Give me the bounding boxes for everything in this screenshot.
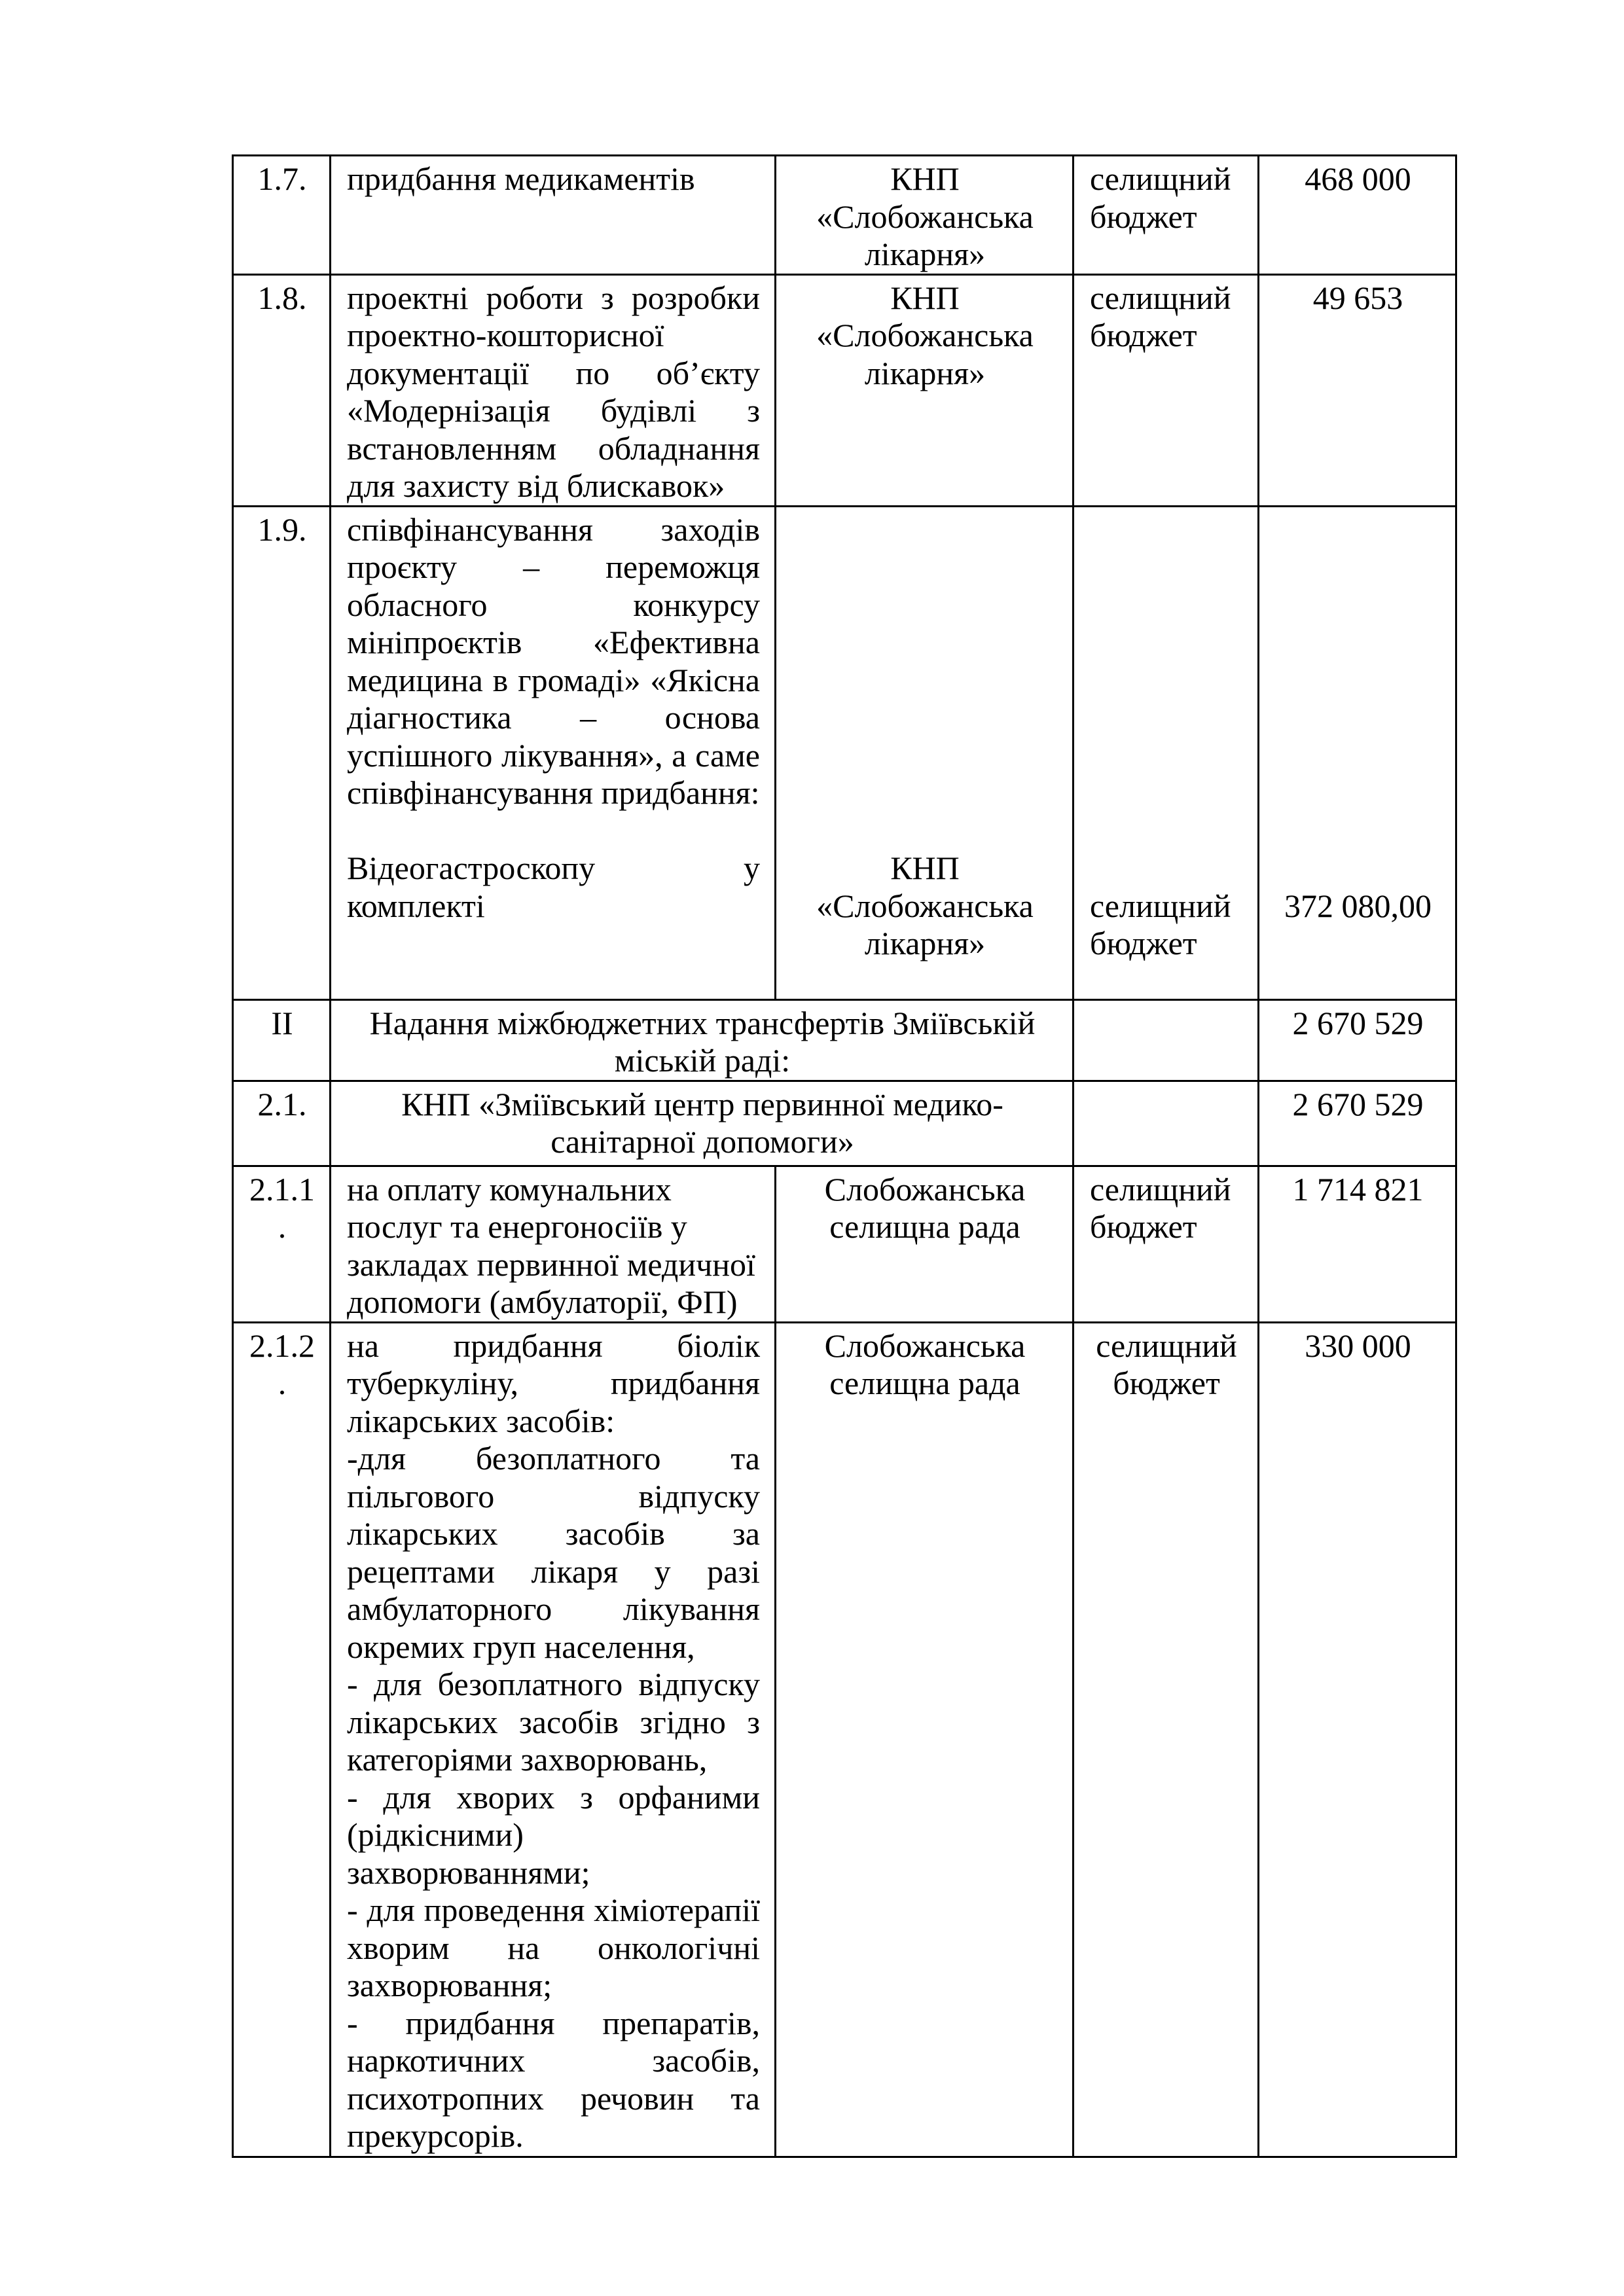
cell-text-line: КНП «Зміївський центр первинної медико-	[401, 1085, 1003, 1122]
cell-text-line	[1090, 662, 1243, 700]
cell-text-line: селищний	[1090, 279, 1231, 316]
cell-text-line	[1090, 774, 1243, 812]
cell-text-line: прекурсорів.	[347, 2117, 524, 2154]
cell-text-line: Надання міжбюджетних трансфертів Зміївській	[369, 1004, 1036, 1041]
cell-text-line: обласного конкурсу	[347, 586, 760, 623]
cell-text-line: наркотичних засобів,	[347, 2042, 760, 2079]
cell-text-line: лікарня»	[864, 236, 986, 272]
cell-text-line: придбання медикаментів	[347, 160, 695, 197]
cell-text-line: «Слобожанська	[816, 887, 1034, 924]
cell-text-line: 1.7.	[257, 160, 307, 197]
cell-text-line: селищна рада	[829, 1208, 1020, 1245]
cell-text-line: бюджет	[1090, 1208, 1197, 1245]
cell-text-line: КНП	[890, 850, 960, 886]
cell-text-line: закладах первинної медичної	[347, 1246, 755, 1283]
cell-text-line: успішного лікування», а саме	[347, 736, 760, 774]
cell-text-line: селищний	[1090, 160, 1231, 197]
cell-text-line	[792, 774, 1058, 812]
cell-funding-source	[1074, 156, 1259, 275]
cell-amount	[1259, 156, 1456, 275]
cell-description	[331, 1081, 1074, 1166]
cell-funding-source	[1074, 274, 1259, 506]
cell-text-line: мініпроєктів «Ефективна	[347, 624, 760, 660]
cell-funding-source	[1074, 506, 1259, 999]
cell-executor	[776, 506, 1074, 999]
cell-text-line: медицина в громаді» «Якісна	[347, 661, 760, 698]
cell-text-line	[1090, 511, 1243, 549]
table-row	[233, 1166, 1456, 1322]
cell-text-line: окремих груп населення,	[347, 1628, 695, 1665]
cell-text-line	[792, 511, 1058, 549]
cell-text-line: - для хворих з орфаними	[347, 1778, 760, 1816]
cell-text-line	[1090, 699, 1243, 737]
cell-text-line	[1275, 662, 1441, 700]
cell-text-line: 372 080,00	[1284, 887, 1432, 924]
cell-text-line: захворювання;	[347, 1967, 552, 2003]
cell-description	[331, 506, 776, 999]
cell-text-line: встановленням обладнання	[347, 429, 760, 467]
table-row	[233, 506, 1456, 999]
cell-text-line: 1 714 821	[1292, 1170, 1424, 1208]
cell-text-line	[1090, 548, 1243, 586]
cell-text-line	[1090, 737, 1243, 775]
cell-text-line	[1275, 737, 1441, 775]
cell-text-line: 330 000	[1305, 1327, 1411, 1364]
program-table	[232, 154, 1457, 2158]
cell-text-line: селищна рада	[829, 1365, 1020, 1401]
cell-text-line: -для безоплатного та	[347, 1440, 760, 1477]
cell-text-line: КНП	[890, 279, 960, 316]
cell-text-line: .	[278, 1208, 287, 1245]
cell-text-line: Відеогастроскопу у	[347, 850, 760, 886]
cell-text-line	[1275, 774, 1441, 812]
cell-text-line	[1090, 812, 1243, 850]
cell-text-line: 2 670 529	[1292, 1085, 1424, 1122]
cell-description	[331, 156, 776, 275]
table-row	[233, 999, 1456, 1081]
cell-text-line	[1275, 812, 1441, 850]
cell-text-line	[1275, 699, 1441, 737]
cell-funding-source	[1074, 1166, 1259, 1322]
cell-text-line: 2.1.1	[249, 1170, 315, 1208]
table-row	[233, 156, 1456, 275]
cell-text-line: .	[278, 1365, 287, 1401]
cell-text-line: рецептами лікаря у разі	[347, 1552, 760, 1590]
cell-text-line: на придбання біолік	[347, 1327, 760, 1364]
cell-description	[331, 1166, 776, 1322]
cell-text-line	[1090, 586, 1243, 624]
table-row	[233, 1081, 1456, 1166]
cell-text-line: лікарських засобів згідно з	[347, 1703, 760, 1740]
cell-text-line: лікарня»	[864, 354, 986, 391]
cell-number	[233, 1166, 331, 1322]
cell-text-line: 1.9.	[257, 511, 307, 548]
cell-executor	[776, 156, 1074, 275]
cell-text-line: Слобожанська	[824, 1327, 1026, 1364]
cell-text-line: санітарної допомоги»	[550, 1123, 854, 1160]
cell-text-line: бюджет	[1090, 198, 1197, 235]
cell-number	[233, 1081, 331, 1166]
cell-amount	[1259, 1081, 1456, 1166]
cell-text-line: КНП	[890, 160, 960, 197]
cell-text-line: 1.8.	[257, 279, 307, 316]
cell-text-line: документації по об’єкту	[347, 354, 760, 391]
cell-text-line	[792, 586, 1058, 624]
cell-text-line	[1275, 511, 1441, 549]
cell-text-line: туберкуліну, придбання	[347, 1365, 760, 1401]
cell-text-line: селищний	[1096, 1327, 1237, 1364]
cell-text-line: міській раді:	[614, 1042, 791, 1079]
cell-text-line	[792, 699, 1058, 737]
cell-text-line	[1275, 624, 1441, 662]
cell-text-line: допомоги (амбулаторії, ФП)	[347, 1283, 738, 1320]
cell-text-line: Слобожанська	[824, 1170, 1026, 1208]
cell-text-line: «Слобожанська	[816, 317, 1034, 353]
cell-text-line: психотропних речовин та	[347, 2079, 760, 2117]
cell-text-line: послуг та енергоносіїв у	[347, 1208, 687, 1245]
cell-amount	[1259, 506, 1456, 999]
cell-text-line: 2 670 529	[1292, 1004, 1424, 1041]
cell-text-line: 2.1.	[257, 1085, 307, 1122]
cell-text-line	[792, 662, 1058, 700]
cell-text-line: захворюваннями;	[347, 1854, 590, 1891]
table-row	[233, 274, 1456, 506]
cell-funding-source	[1074, 999, 1259, 1081]
cell-text-line: - придбання препаратів,	[347, 2004, 760, 2041]
cell-description	[331, 274, 776, 506]
cell-text-line	[1275, 850, 1441, 888]
cell-text-line: 49 653	[1312, 279, 1403, 316]
cell-number	[233, 274, 331, 506]
cell-executor	[776, 274, 1074, 506]
cell-text-line: лікарських засобів за	[347, 1515, 760, 1552]
cell-text-line: - для проведення хіміотерапії	[347, 1892, 760, 1928]
cell-amount	[1259, 999, 1456, 1081]
cell-number	[233, 999, 331, 1081]
cell-text-line: селищний	[1090, 1170, 1231, 1208]
cell-text-line: хворим на онкологічні	[347, 1929, 760, 1966]
cell-text-line: проектно-кошторисної	[347, 317, 664, 353]
cell-amount	[1259, 1166, 1456, 1322]
cell-text-line	[792, 624, 1058, 662]
cell-text-line: II	[271, 1004, 293, 1041]
cell-description	[331, 1322, 776, 2157]
cell-number	[233, 1322, 331, 2157]
cell-text-line: співфінансування придбання:	[347, 774, 760, 811]
cell-funding-source	[1074, 1322, 1259, 2157]
cell-text-line: проєкту – переможця	[347, 548, 760, 585]
cell-text-line	[347, 812, 760, 850]
cell-executor	[776, 1166, 1074, 1322]
cell-description	[331, 999, 1074, 1081]
cell-text-line	[792, 812, 1058, 850]
cell-text-line	[1090, 850, 1243, 888]
cell-text-line: співфінансування заходів	[347, 511, 760, 548]
cell-text-line: категоріями захворювань,	[347, 1741, 708, 1778]
cell-text-line: для захисту від блискавок»	[347, 467, 725, 504]
cell-text-line: проектні роботи з розробки	[347, 279, 760, 316]
cell-number	[233, 506, 331, 999]
cell-number	[233, 156, 331, 275]
cell-text-line: бюджет	[1090, 317, 1197, 353]
cell-text-line: бюджет	[1090, 925, 1197, 961]
cell-text-line: - для безоплатного відпуску	[347, 1666, 760, 1702]
cell-text-line: 2.1.2	[249, 1327, 315, 1364]
cell-text-line	[792, 548, 1058, 586]
cell-text-line	[1090, 624, 1243, 662]
cell-text-line: лікарських засобів:	[347, 1402, 615, 1439]
cell-text-line: бюджет	[1113, 1365, 1220, 1401]
cell-amount	[1259, 274, 1456, 506]
cell-text-line: лікарня»	[864, 925, 986, 961]
cell-text-line: селищний	[1090, 887, 1231, 924]
cell-text-line	[1275, 586, 1441, 624]
cell-text-line: діагностика – основа	[347, 699, 760, 736]
cell-text-line: (рідкісними)	[347, 1816, 524, 1853]
cell-funding-source	[1074, 1081, 1259, 1166]
cell-text-line: «Слобожанська	[816, 198, 1034, 235]
cell-text-line: 468 000	[1305, 160, 1411, 197]
cell-text-line: амбулаторного лікування	[347, 1590, 760, 1627]
cell-text-line: комплекті	[347, 887, 485, 924]
table-row	[233, 1322, 1456, 2157]
cell-text-line: на оплату комунальних	[347, 1170, 672, 1208]
cell-text-line	[1275, 548, 1441, 586]
cell-text-line	[792, 737, 1058, 775]
cell-executor	[776, 1322, 1074, 2157]
cell-text-line: «Модернізація будівлі з	[347, 392, 760, 429]
cell-amount	[1259, 1322, 1456, 2157]
cell-text-line: пільгового відпуску	[347, 1477, 760, 1515]
